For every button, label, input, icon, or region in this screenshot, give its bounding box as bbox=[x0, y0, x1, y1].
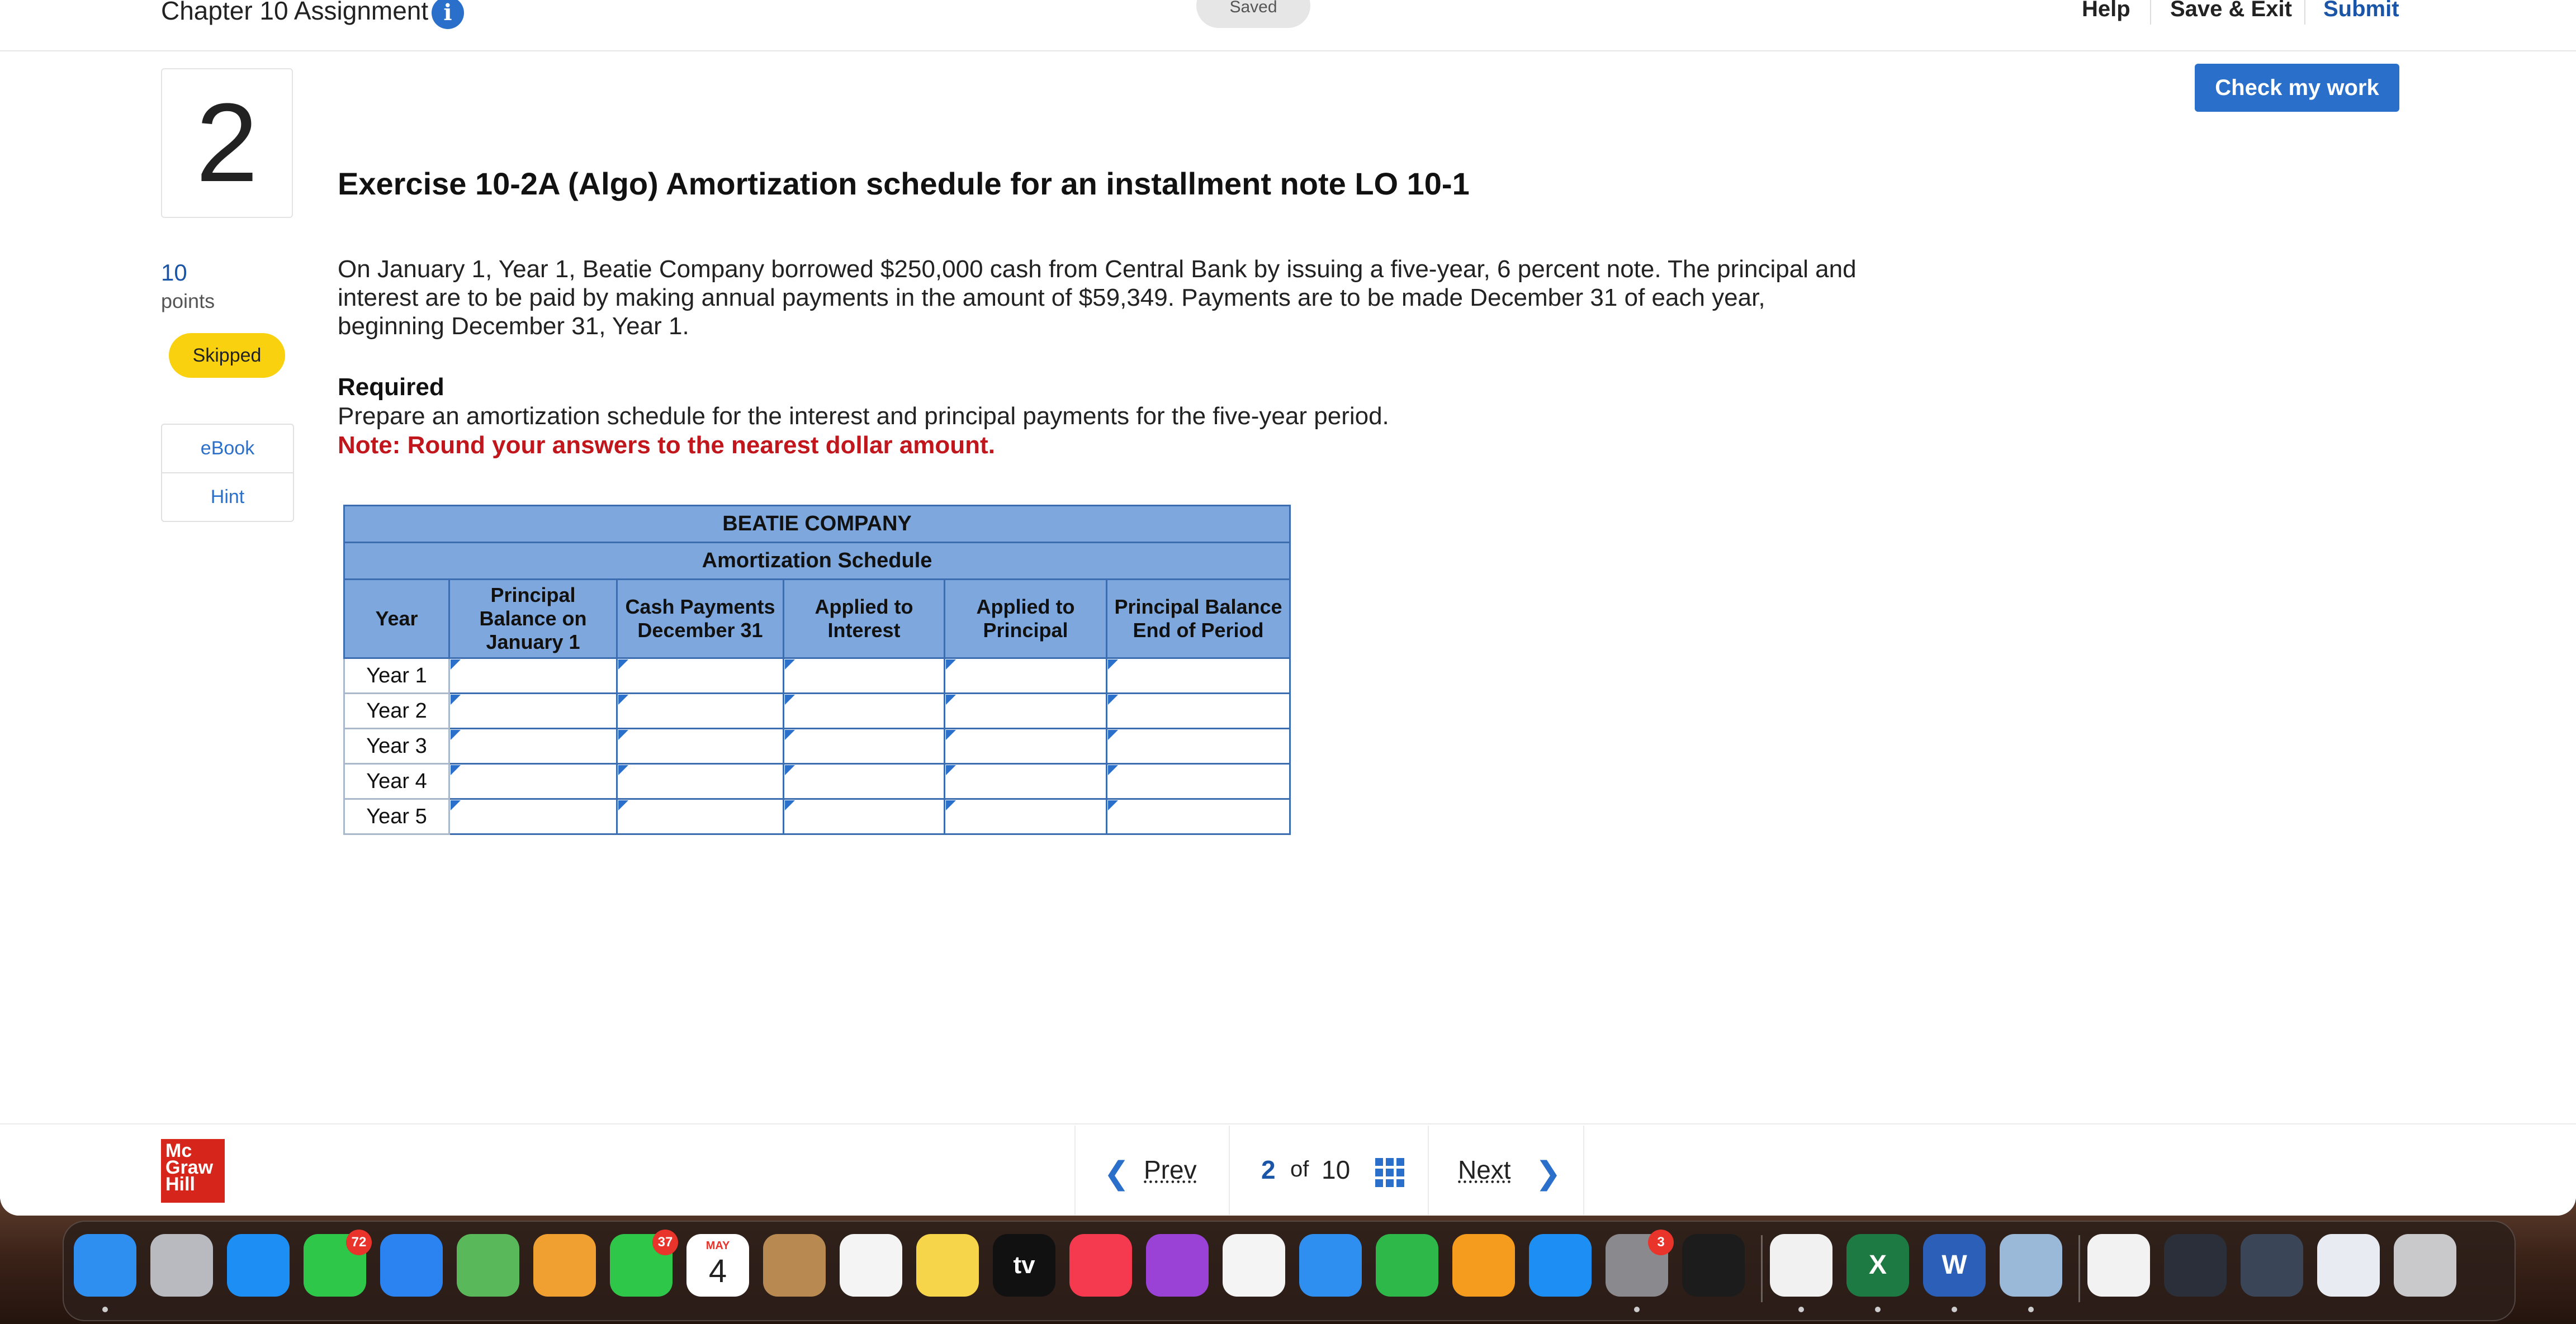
chevron-left-icon[interactable]: ❮ bbox=[1104, 1155, 1130, 1190]
applied-interest-input[interactable] bbox=[784, 694, 945, 729]
dock-divider bbox=[2078, 1235, 2080, 1302]
rounding-note: Note: Round your answers to the nearest dollar amount. bbox=[338, 431, 995, 459]
excel-icon[interactable]: X bbox=[1846, 1234, 1909, 1297]
exercise-title: Exercise 10-2A (Algo) Amortization schedule for an installment note LO 10-1 bbox=[338, 166, 1470, 201]
app-store-icon[interactable] bbox=[1529, 1234, 1592, 1297]
running-indicator bbox=[1875, 1307, 1881, 1312]
prev-button[interactable]: Prev bbox=[1144, 1155, 1197, 1184]
cash-payment-input[interactable] bbox=[617, 764, 784, 799]
points-label: points bbox=[161, 290, 215, 312]
maps-icon[interactable] bbox=[457, 1234, 519, 1297]
principal-begin-input[interactable] bbox=[449, 658, 617, 694]
cash-payment-input[interactable] bbox=[617, 729, 784, 764]
resource-buttons bbox=[161, 424, 294, 522]
applied-principal-input[interactable] bbox=[945, 729, 1107, 764]
running-indicator bbox=[2028, 1307, 2034, 1312]
saved-indicator: Saved bbox=[1196, 0, 1310, 28]
cash-payment-input[interactable] bbox=[617, 694, 784, 729]
applied-principal-input[interactable] bbox=[945, 764, 1107, 799]
screenshot-thumbnail-icon[interactable] bbox=[2164, 1234, 2227, 1297]
total-pages: 10 bbox=[1322, 1155, 1351, 1184]
next-button[interactable]: Next bbox=[1458, 1155, 1511, 1184]
principal-end-input[interactable] bbox=[1107, 799, 1290, 834]
screenshot-thumbnail-icon[interactable] bbox=[2241, 1234, 2303, 1297]
header-divider bbox=[2150, 0, 2151, 25]
required-heading: Required bbox=[338, 373, 444, 401]
table-row bbox=[344, 764, 1290, 799]
screenshot-thumbnail-icon[interactable] bbox=[2317, 1234, 2380, 1297]
principal-end-input[interactable] bbox=[1107, 729, 1290, 764]
launchpad-icon[interactable] bbox=[150, 1234, 213, 1297]
save-exit-link[interactable]: Save & Exit bbox=[2170, 0, 2292, 21]
year-label: Year 1 bbox=[344, 658, 449, 694]
calendar-icon[interactable] bbox=[686, 1234, 749, 1297]
news-icon[interactable] bbox=[1223, 1234, 1285, 1297]
question-number: 2 bbox=[161, 68, 293, 218]
status-badge: Skipped bbox=[169, 333, 285, 378]
column-header-principal-end: Principal Balance End of Period bbox=[1107, 580, 1290, 658]
column-header-year: Year bbox=[344, 580, 449, 658]
principal-begin-input[interactable] bbox=[449, 729, 617, 764]
question-grid-icon[interactable] bbox=[1375, 1158, 1404, 1187]
principal-begin-input[interactable] bbox=[449, 799, 617, 834]
principal-end-input[interactable] bbox=[1107, 764, 1290, 799]
cash-payment-input[interactable] bbox=[617, 799, 784, 834]
check-my-work-button[interactable]: Check my work bbox=[2195, 64, 2399, 112]
year-label: Year 3 bbox=[344, 729, 449, 764]
messages-icon[interactable] bbox=[304, 1234, 366, 1297]
submit-link[interactable]: Submit bbox=[2323, 0, 2399, 21]
cash-payment-input[interactable] bbox=[617, 658, 784, 694]
logo-line: Hill bbox=[165, 1174, 195, 1195]
activity-monitor-icon[interactable] bbox=[1682, 1234, 1745, 1297]
mcgraw-hill-logo bbox=[161, 1139, 225, 1203]
principal-end-input[interactable] bbox=[1107, 694, 1290, 729]
column-header-applied-interest: Applied to Interest bbox=[784, 580, 945, 658]
running-indicator bbox=[102, 1307, 108, 1312]
reminders-icon[interactable] bbox=[840, 1234, 902, 1297]
mail-icon[interactable] bbox=[380, 1234, 443, 1297]
help-link[interactable]: Help bbox=[2082, 0, 2130, 21]
applied-principal-input[interactable] bbox=[945, 799, 1107, 834]
question-pager bbox=[1074, 1126, 1584, 1215]
column-header-cash-payments: Cash Payments December 31 bbox=[617, 580, 784, 658]
notification-badge: 37 bbox=[652, 1230, 678, 1255]
applied-interest-input[interactable] bbox=[784, 729, 945, 764]
ebook-button[interactable]: eBook bbox=[200, 438, 255, 459]
running-indicator bbox=[1798, 1307, 1804, 1312]
current-page: 2 bbox=[1261, 1155, 1276, 1184]
word-icon[interactable]: W bbox=[1923, 1234, 1986, 1297]
numbers-icon[interactable] bbox=[1376, 1234, 1438, 1297]
principal-begin-input[interactable] bbox=[449, 694, 617, 729]
chrome-icon[interactable] bbox=[1770, 1234, 1832, 1297]
hint-button[interactable]: Hint bbox=[162, 472, 293, 521]
safari-icon[interactable] bbox=[227, 1234, 290, 1297]
applied-principal-input[interactable] bbox=[945, 658, 1107, 694]
pager-divider bbox=[1229, 1126, 1230, 1215]
column-header-principal-begin: Principal Balance on January 1 bbox=[449, 580, 617, 658]
applied-principal-input[interactable] bbox=[945, 694, 1107, 729]
contacts-icon[interactable] bbox=[763, 1234, 826, 1297]
document-thumbnail-icon[interactable] bbox=[2087, 1234, 2150, 1297]
question-prompt: On January 1, Year 1, Beatie Company borrowed $250,000 cash from Central Bank by issuing a five-year, 6 percent note. The principal and interest are to be paid by making annual payments in the amount of $59,349. Payments are to be made December 31 of each year, beginning December 31, Year 1. bbox=[338, 255, 1857, 340]
column-header-applied-principal: Applied to Principal bbox=[945, 580, 1107, 658]
amortization-table bbox=[343, 505, 1291, 835]
points-value: 10 bbox=[161, 259, 187, 286]
table-row bbox=[344, 694, 1290, 729]
assignment-title: Chapter 10 Assignment bbox=[161, 0, 429, 25]
tv-icon[interactable]: tv bbox=[993, 1234, 1055, 1297]
year-label: Year 2 bbox=[344, 694, 449, 729]
company-name: BEATIE COMPANY bbox=[344, 506, 1290, 543]
schedule-title: Amortization Schedule bbox=[344, 543, 1290, 580]
trash-icon[interactable] bbox=[2394, 1234, 2456, 1297]
header-divider bbox=[2304, 0, 2305, 25]
applied-interest-input[interactable] bbox=[784, 764, 945, 799]
dock-divider bbox=[1761, 1235, 1763, 1302]
notes-icon[interactable] bbox=[916, 1234, 979, 1297]
running-indicator bbox=[1952, 1307, 1957, 1312]
applied-interest-input[interactable] bbox=[784, 658, 945, 694]
principal-end-input[interactable] bbox=[1107, 658, 1290, 694]
year-label: Year 4 bbox=[344, 764, 449, 799]
logo-line: Mc bbox=[165, 1140, 192, 1161]
year-label: Year 5 bbox=[344, 799, 449, 834]
table-row bbox=[344, 729, 1290, 764]
facetime-icon[interactable] bbox=[610, 1234, 673, 1297]
notification-badge: 3 bbox=[1648, 1230, 1674, 1255]
dock bbox=[63, 1221, 2516, 1321]
assignment-header bbox=[0, 0, 2576, 51]
pager-divider bbox=[1428, 1126, 1429, 1215]
applied-interest-input[interactable] bbox=[784, 799, 945, 834]
settings-icon[interactable] bbox=[1606, 1234, 1668, 1297]
finder-icon[interactable] bbox=[74, 1234, 136, 1297]
keynote-icon[interactable] bbox=[1299, 1234, 1362, 1297]
podcasts-icon[interactable] bbox=[1146, 1234, 1209, 1297]
table-row bbox=[344, 658, 1290, 694]
table-row bbox=[344, 799, 1290, 834]
music-icon[interactable] bbox=[1069, 1234, 1132, 1297]
principal-begin-input[interactable] bbox=[449, 764, 617, 799]
pages-icon[interactable] bbox=[1452, 1234, 1515, 1297]
chevron-right-icon[interactable]: ❯ bbox=[1535, 1155, 1561, 1190]
required-text: Prepare an amortization schedule for the interest and principal payments for the five-year period. bbox=[338, 402, 1389, 430]
running-indicator bbox=[1634, 1307, 1640, 1312]
logo-line: Graw bbox=[165, 1157, 214, 1178]
calendar-month: MAY bbox=[705, 1240, 730, 1252]
page-of-label: of bbox=[1290, 1157, 1309, 1181]
photos-icon[interactable] bbox=[533, 1234, 596, 1297]
notification-badge: 72 bbox=[346, 1230, 372, 1255]
info-icon[interactable]: i bbox=[432, 0, 464, 29]
calendar-day: 4 bbox=[708, 1253, 727, 1289]
preview-icon[interactable] bbox=[2000, 1234, 2062, 1297]
